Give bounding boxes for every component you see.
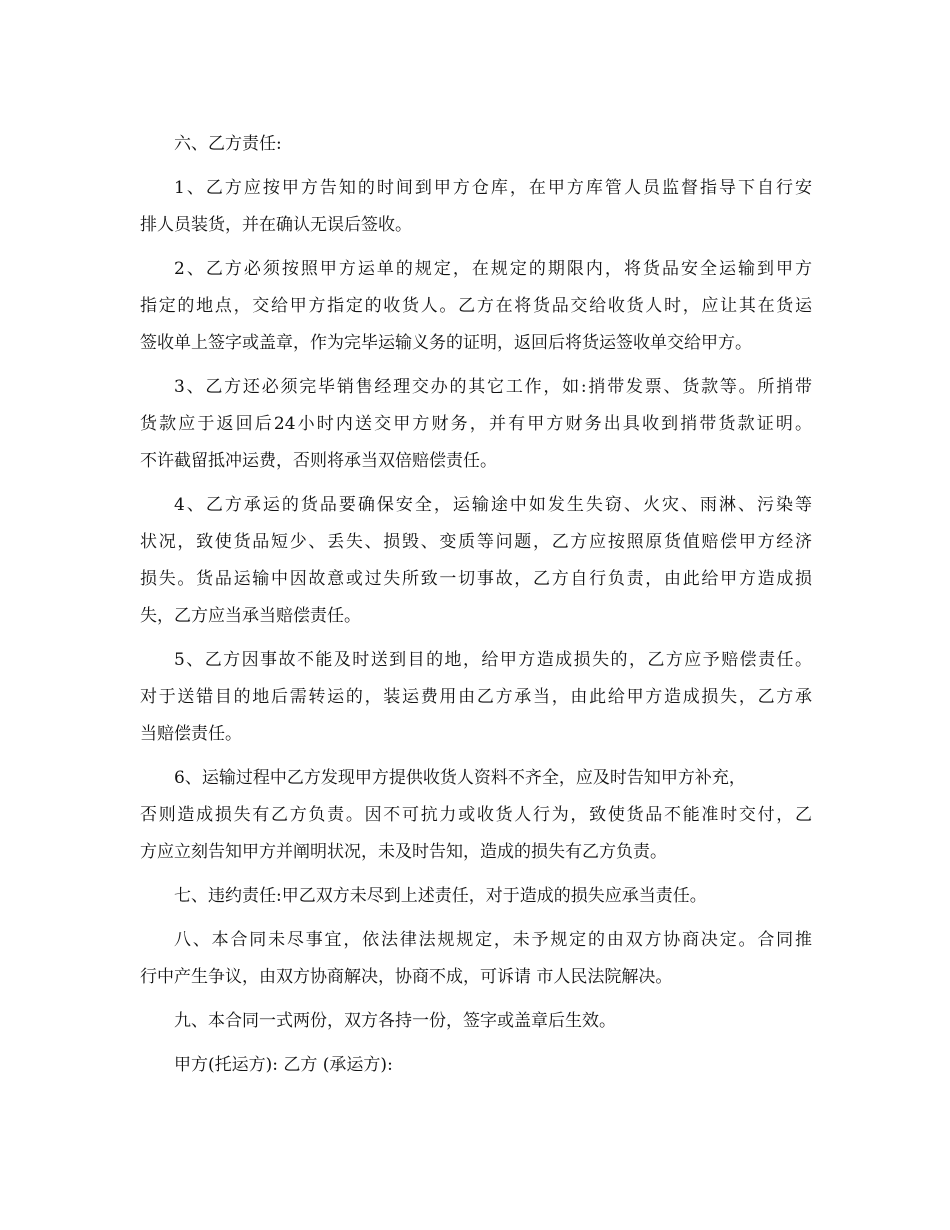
text-line: 排人员装货，并在确认无误后签收。 xyxy=(140,215,412,235)
text-line: 九、本合同一式两份，双方各持一份，签字或盖章后生效。 xyxy=(174,1011,616,1031)
clause-6-1 xyxy=(140,170,812,244)
text-line: 不许截留抵冲运费，否则将承当双倍赔偿责任。 xyxy=(140,451,497,471)
section-8-disputes xyxy=(140,922,812,996)
text-line: 失，乙方应当承当赔偿责任。 xyxy=(140,606,361,626)
text-line: 5、乙方因事故不能及时送到目的地，给甲方造成损失的，乙方应予赔偿责任。 xyxy=(174,650,812,670)
section-9-copies xyxy=(140,1003,812,1040)
clause-6-6 xyxy=(140,760,812,871)
text-line: 货款应于返回后24小时内送交甲方财务，并有甲方财务出具收到捎带货款证明。 xyxy=(140,414,812,434)
clause-6-2 xyxy=(140,251,812,362)
spacer xyxy=(140,163,812,170)
signature-parties xyxy=(140,1047,812,1084)
text-line: 3、乙方还必须完毕销售经理交办的其它工作，如:捎带发票、货款等。所捎带 xyxy=(174,377,812,397)
text-line: 当赔偿责任。 xyxy=(140,724,242,744)
text-line: 4、乙方承运的货品要确保安全，运输途中如发生失窃、火灾、雨淋、污染等 xyxy=(174,495,812,515)
text-line: 指定的地点，交给甲方指定的收货人。乙方在将货品交给收货人时，应让其在货运 xyxy=(140,296,812,316)
clause-6-5 xyxy=(140,642,812,753)
clause-6-3 xyxy=(140,369,812,480)
text-line: 状况，致使货品短少、丢失、损毁、变质等问题，乙方应按照原货值赔偿甲方经济 xyxy=(140,532,812,552)
text-line: 损失。货品运输中因故意或过失所致一切事故，乙方自行负责，由此给甲方造成损 xyxy=(140,569,812,589)
text-line: 6、运输过程中乙方发现甲方提供收货人资料不齐全，应及时告知甲方补充， xyxy=(174,768,746,788)
text-line: 甲方(托运方): 乙方 (承运方): xyxy=(174,1055,393,1075)
clause-6-4 xyxy=(140,487,812,635)
text-line: 对于送错目的地后需转运的，装运费用由乙方承当，由此给甲方造成损失，乙方承 xyxy=(140,687,812,707)
text-line: 七、违约责任:甲乙双方未尽到上述责任，对于造成的损失应承当责任。 xyxy=(174,886,707,906)
section-6-heading: 六、乙方责任: xyxy=(174,134,282,154)
text-line: 1、乙方应按甲方告知的时间到甲方仓库，在甲方库管人员监督指导下自行安 xyxy=(174,178,812,198)
text-line: 八、本合同未尽事宜，依法律法规规定，未予规定的由双方协商决定。合同推 xyxy=(174,930,812,950)
document-body xyxy=(140,126,812,1084)
text-line: 行中产生争议，由双方协商解决，协商不成，可诉请 市人民法院解决。 xyxy=(140,967,673,987)
text-line: 方应立刻告知甲方并阐明状况，未及时告知，造成的损失有乙方负责。 xyxy=(140,842,667,862)
text-line: 签收单上签字或盖章，作为完毕运输义务的证明，返回后将货运签收单交给甲方。 xyxy=(140,333,752,353)
text-line: 否则造成损失有乙方负责。因不可抗力或收货人行为，致使货品不能准时交付，乙 xyxy=(140,805,812,825)
section-7-breach-liability xyxy=(140,878,812,915)
text-line: 2、乙方必须按照甲方运单的规定，在规定的期限内，将货品安全运输到甲方 xyxy=(174,259,812,279)
